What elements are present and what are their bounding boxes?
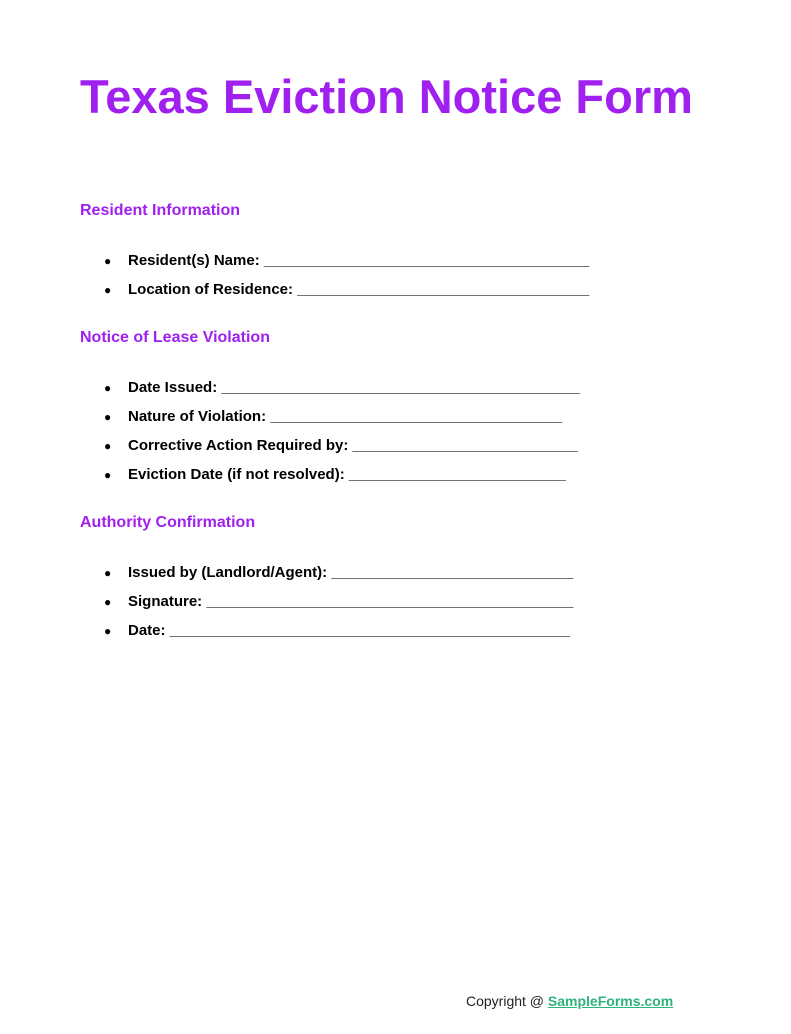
field-residents-name: Resident(s) Name: _______________________________________ [128,252,590,269]
bullet-icon: ● [104,566,112,580]
copyright-prefix: Copyright @ [466,993,548,1009]
section-heading-notice-of-lease-violation: Notice of Lease Violation [80,329,270,346]
field-nature-of-violation: Nature of Violation: ___________________________________ [128,408,563,425]
bullet-icon: ● [104,439,112,453]
page-title: Texas Eviction Notice Form [80,70,693,123]
bullet-icon: ● [104,595,112,609]
field-signature: Signature: ____________________________________________ [128,593,574,610]
bullet-icon: ● [104,381,112,395]
bullet-icon: ● [104,283,112,297]
bullet-icon: ● [104,254,112,268]
field-issued-by: Issued by (Landlord/Agent): _____________________________ [128,564,574,581]
copyright-footer [466,991,673,1011]
brand-link[interactable]: SampleForms.com [547,993,674,1009]
field-corrective-action: Corrective Action Required by: ___________________________ [128,437,578,454]
section-heading-authority-confirmation: Authority Confirmation [80,514,256,531]
bullet-icon: ● [104,624,112,638]
field-eviction-date: Eviction Date (if not resolved): __________________________ [128,466,566,483]
field-date-issued: Date Issued: ___________________________________________ [128,379,581,396]
section-heading-resident-information: Resident Information [80,202,241,219]
field-location-of-residence: Location of Residence: ___________________________________ [128,281,590,298]
field-date: Date: ________________________________________________ [128,622,571,639]
bullet-icon: ● [104,410,112,424]
bullet-icon: ● [104,468,112,482]
